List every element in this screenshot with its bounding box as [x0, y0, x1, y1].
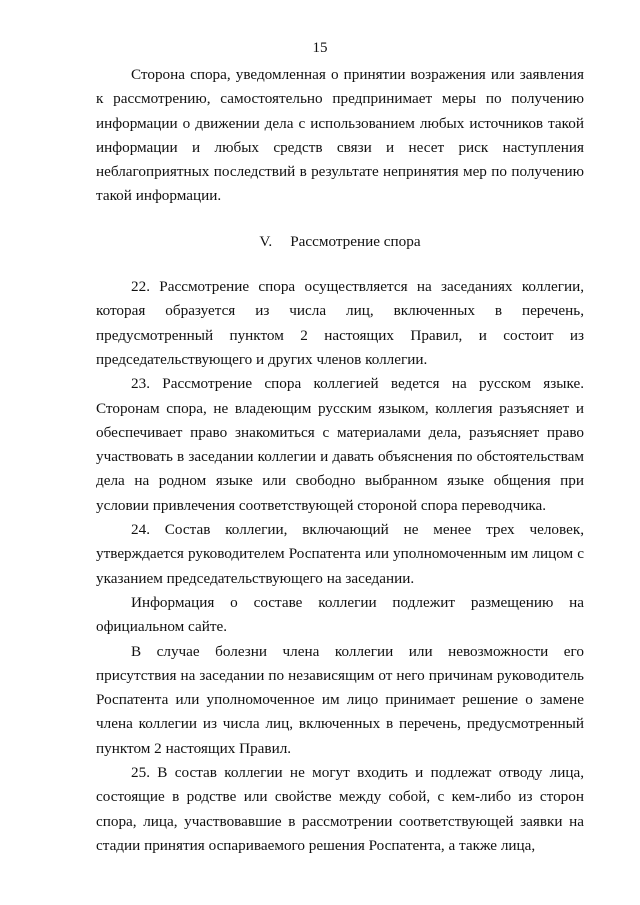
document-body	[96, 63, 584, 858]
paragraph-23: 23. Рассмотрение спора коллегией ведется на русском языке. Сторонам спора, не владеющим русским языком, коллегия разъясняет и обеспечивает право знакомиться с материалами дела, разъясняет право участвовать в заседании коллегии и давать объяснения по обстоятельствам дела на родном языке или свободно выбранном языке общения при условии привлечения соответствующей стороной спора переводчика.	[96, 375, 584, 514]
section-title: Рассмотрение спора	[290, 232, 421, 250]
paragraph-24: 24. Состав коллегии, включающий не менее трех человек, утверждается руководителем Роспатента или уполномоченным им лицом с указанием председательствующего на заседании.	[96, 521, 584, 587]
paragraph-22: 22. Рассмотрение спора осуществляется на заседаниях коллегии, которая образуется из числа лиц, включенных в перечень, предусмотренный пунктом 2 настоящих Правил, и состоит из председательствующего и других членов коллегии.	[96, 278, 584, 368]
paragraph-24-info: Информация о составе коллегии подлежит размещению на официальном сайте.	[96, 593, 584, 636]
paragraph-24-replacement: В случае болезни члена коллегии или невозможности его присутствия на заседании по независящим от него причинам руководитель Роспатента или уполномоченное им лицо принимает решение о замене члена коллегии из числа лиц, включенных в перечень, предусмотренный пунктом 2 настоящих Правил.	[96, 642, 584, 757]
paragraph-notification: Сторона спора, уведомленная о принятии возражения или заявления к рассмотрению, самостоятельно предпринимает меры по получению информации о движении дела с использованием любых источников такой информации и любых средств связи и несет риск наступления неблагоприятных последствий в результате непринятия мер по получению такой информации.	[96, 66, 584, 205]
page-number: 15	[312, 40, 328, 56]
section-heading	[96, 230, 584, 254]
section-number: V.	[259, 232, 273, 250]
paragraph-25: 25. В состав коллегии не могут входить и подлежат отводу лица, состоящие в родстве или свойстве между собой, с кем-либо из сторон спора, лица, участвовавшие в рассмотрении соответствующей заявки на стадии принятия оспариваемого решения Роспатента, а также лица,	[96, 764, 584, 854]
